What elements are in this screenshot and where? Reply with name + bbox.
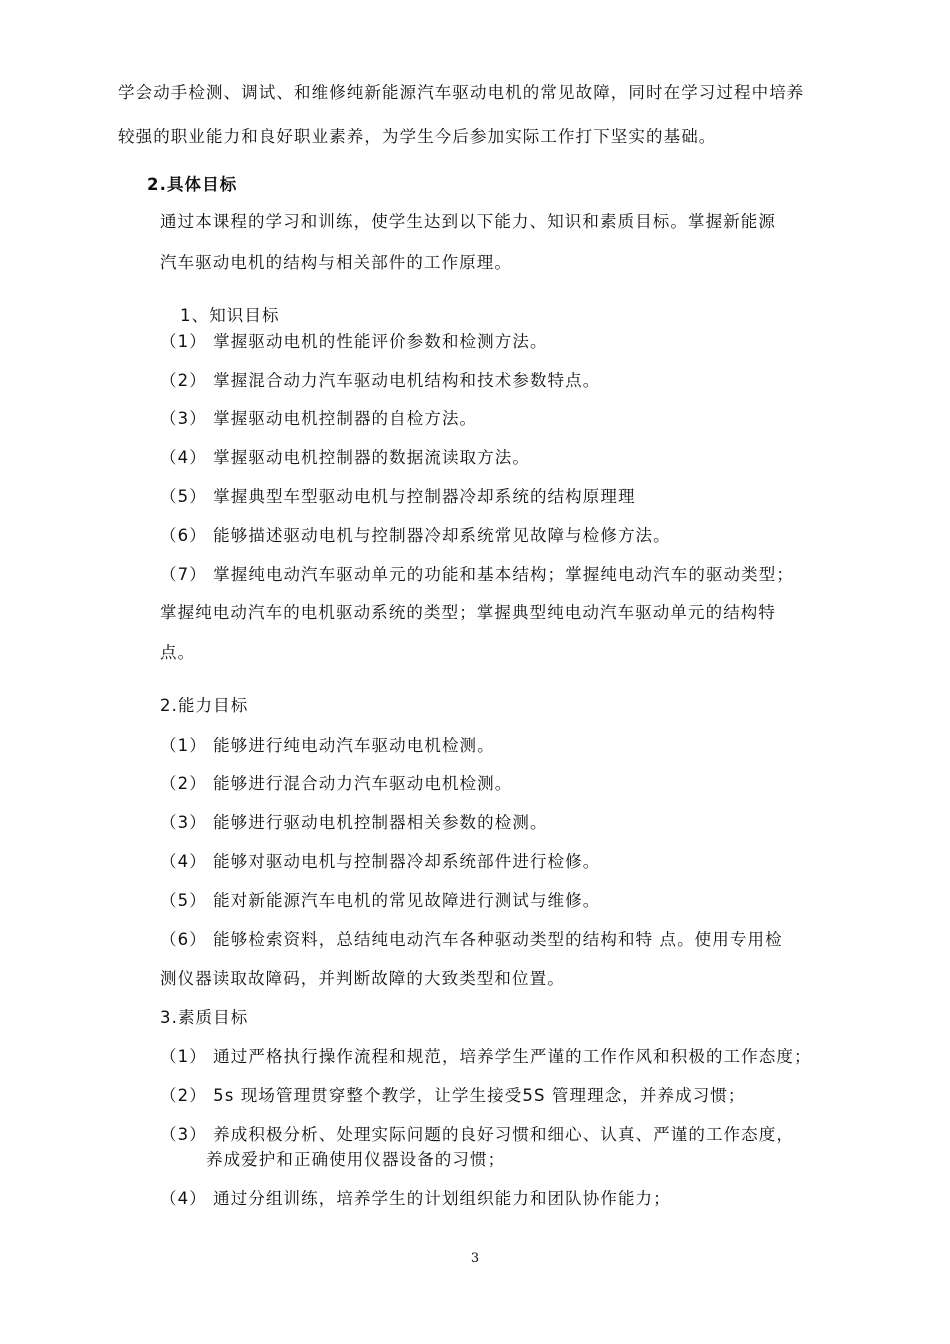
intro-line-1: 学会动手检测、调试、和维修纯新能源汽车驱动电机的常见故障，同时在学习过程中培养 <box>118 83 805 102</box>
intro-line-2: 较强的职业能力和良好职业素养，为学生今后参加实际工作打下坚实的基础。 <box>118 127 717 146</box>
knowledge-item: （4） 掌握驱动电机控制器的数据流读取方法。 <box>160 448 530 467</box>
knowledge-item-continuation: 掌握纯电动汽车的电机驱动系统的类型；掌握典型纯电动汽车驱动单元的结构特 <box>160 603 776 622</box>
quality-heading: 3.素质目标 <box>160 1008 249 1027</box>
page-number: 3 <box>470 1251 480 1266</box>
ability-item: （4） 能够对驱动电机与控制器冷却系统部件进行检修。 <box>160 852 601 871</box>
specific-goals-lead-2: 汽车驱动电机的结构与相关部件的工作原理。 <box>160 253 512 272</box>
knowledge-item: （1） 掌握驱动电机的性能评价参数和检测方法。 <box>160 332 548 351</box>
knowledge-item: （7） 掌握纯电动汽车驱动单元的功能和基本结构；掌握纯电动汽车的驱动类型； <box>160 565 794 584</box>
quality-item: （2） 5s 现场管理贯穿整个教学，让学生接受5S 管理理念，并养成习惯； <box>160 1086 746 1105</box>
knowledge-item-continuation: 点。 <box>160 643 196 662</box>
section-heading-specific-goals: 2.具体目标 <box>147 175 238 194</box>
quality-item: （4） 通过分组训练，培养学生的计划组织能力和团队协作能力； <box>160 1189 671 1208</box>
ability-item: （5） 能对新能源汽车电机的常见故障进行测试与维修。 <box>160 891 601 910</box>
specific-goals-lead-1: 通过本课程的学习和训练，使学生达到以下能力、知识和素质目标。掌握新能源 <box>160 212 776 231</box>
quality-item: （1） 通过严格执行操作流程和规范，培养学生严谨的工作作风和积极的工作态度； <box>160 1047 812 1066</box>
quality-item-continuation: 养成爱护和正确使用仪器设备的习惯； <box>206 1150 506 1169</box>
knowledge-heading: 1、知识目标 <box>180 306 280 325</box>
knowledge-item: （5） 掌握典型车型驱动电机与控制器冷却系统的结构原理理 <box>160 487 636 506</box>
ability-heading: 2.能力目标 <box>160 696 249 715</box>
knowledge-item: （3） 掌握驱动电机控制器的自检方法。 <box>160 409 478 428</box>
ability-item-continuation: 测仪器读取故障码，并判断故障的大致类型和位置。 <box>160 969 565 988</box>
quality-item: （3） 养成积极分析、处理实际问题的良好习惯和细心、认真、严谨的工作态度， <box>160 1125 794 1144</box>
ability-item: （3） 能够进行驱动电机控制器相关参数的检测。 <box>160 813 548 832</box>
knowledge-item: （2） 掌握混合动力汽车驱动电机结构和技术参数特点。 <box>160 371 601 390</box>
ability-item: （6） 能够检索资料，总结纯电动汽车各种驱动类型的结构和特 点。使用专用检 <box>160 930 783 949</box>
ability-item: （2） 能够进行混合动力汽车驱动电机检测。 <box>160 774 513 793</box>
ability-item: （1） 能够进行纯电动汽车驱动电机检测。 <box>160 736 495 755</box>
knowledge-item: （6） 能够描述驱动电机与控制器冷却系统常见故障与检修方法。 <box>160 526 671 545</box>
